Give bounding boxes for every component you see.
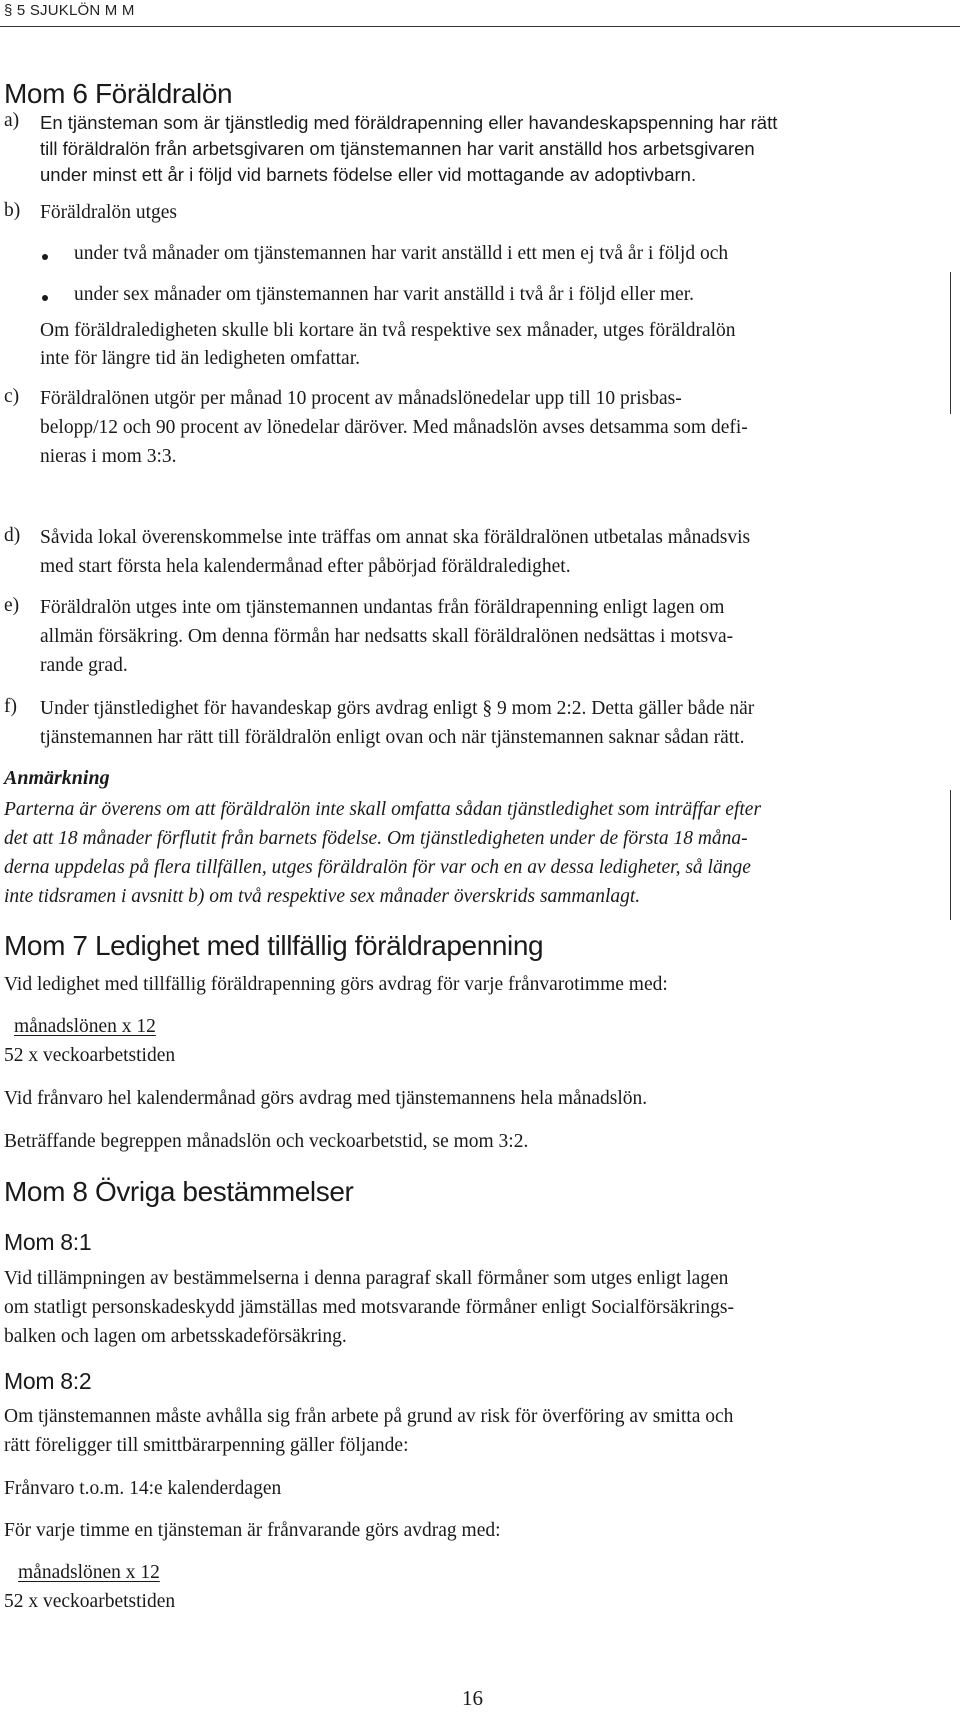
item-f-label: f) xyxy=(4,696,17,717)
mom8-1-title: Mom 8:1 xyxy=(4,1229,92,1255)
item-e-line: allmän försäkring. Om denna förmån har nedsatts skall föräldralönen nedsättas i motsva- xyxy=(40,626,734,647)
bullet-dot xyxy=(42,254,48,260)
mom7-title: Mom 7 Ledighet med tillfällig föräldrapenning xyxy=(4,930,544,961)
item-b-line: Om föräldraledigheten skulle bli kortare än två respektive sex månader, utges föräldralön xyxy=(40,320,736,341)
note-line: det att 18 månader förflutit från barnets födelse. Om tjänstledigheten under de första 18 måna- xyxy=(4,828,748,849)
mom7-intro: Vid ledighet med tillfällig föräldrapenning görs avdrag för varje frånvarotimme med: xyxy=(4,974,668,995)
item-b-intro: Föräldralön utges xyxy=(40,202,178,223)
mom8-2-line: rätt föreligger till smittbärarpenning gäller följande: xyxy=(4,1435,409,1456)
bullet-item: under sex månader om tjänstemannen har varit anställd i två år i följd eller mer. xyxy=(74,284,694,305)
item-d-label: d) xyxy=(4,525,21,546)
bullet-item: under två månader om tjänstemannen har varit anställd i ett men ej två år i följd och xyxy=(74,243,729,264)
mom8-2-line: Om tjänstemannen måste avhålla sig från arbete på grund av risk för överföring av smitta och xyxy=(4,1406,734,1427)
page-number: 16 xyxy=(462,1686,483,1710)
item-a-line: under minst ett år i följd vid barnets födelse eller vid mottagande av adoptivbarn. xyxy=(40,164,697,185)
formula-numerator: månadslönen x 12 xyxy=(14,1016,156,1037)
item-d-line: Såvida lokal överenskommelse inte träffas om annat ska föräldralönen utbetalas månadsvis xyxy=(40,527,751,548)
mom8-title: Mom 8 Övriga bestämmelser xyxy=(4,1176,354,1207)
item-f-line: Under tjänstledighet för havandeskap görs avdrag enligt § 9 mom 2:2. Detta gäller både när xyxy=(40,698,755,719)
mom6-title: Mom 6 Föräldralön xyxy=(4,78,233,109)
formula-denominator: 52 x veckoarbetstiden xyxy=(4,1045,176,1066)
section-header: § 5 SJUKLÖN M M xyxy=(4,2,135,19)
item-a-label: a) xyxy=(4,110,20,131)
formula-denominator: 52 x veckoarbetstiden xyxy=(4,1591,176,1612)
change-bar xyxy=(950,790,951,920)
mom7-line: Vid frånvaro hel kalendermånad görs avdrag med tjänstemannens hela månadslön. xyxy=(4,1088,648,1109)
item-e-line: Föräldralön utges inte om tjänstemannen undantas från föräldrapenning enligt lagen om xyxy=(40,597,725,618)
header-rule xyxy=(0,26,960,27)
item-a-line: till föräldralön från arbetsgivaren om tjänstemannen har varit anställd hos arbetsgivaren xyxy=(40,138,755,159)
mom7-line: Beträffande begreppen månadslön och veckoarbetstid, se mom 3:2. xyxy=(4,1131,529,1152)
item-c-line: belopp/12 och 90 procent av lönedelar däröver. Med månadslön avses detsamma som defi- xyxy=(40,417,748,438)
item-b-label: b) xyxy=(4,200,21,221)
item-e-label: e) xyxy=(4,595,20,616)
item-b-line: inte för längre tid än ledigheten omfattar. xyxy=(40,348,361,369)
change-bar xyxy=(950,272,951,414)
item-c-label: c) xyxy=(4,386,20,407)
item-c-line: Föräldralönen utgör per månad 10 procent av månadslönedelar upp till 10 prisbas- xyxy=(40,388,682,409)
item-c-line: nieras i mom 3:3. xyxy=(40,446,177,467)
note-title: Anmärkning xyxy=(4,767,110,789)
hour-deduction-line: För varje timme en tjänsteman är frånvarande görs avdrag med: xyxy=(4,1520,501,1541)
item-e-line: rande grad. xyxy=(40,655,128,676)
mom8-2-title: Mom 8:2 xyxy=(4,1368,92,1394)
item-f-line: tjänstemannen har rätt till föräldralön enligt ovan och när tjänstemannen saknar sådan rätt. xyxy=(40,727,745,748)
absence-line: Frånvaro t.o.m. 14:e kalenderdagen xyxy=(4,1478,282,1499)
formula-numerator: månadslönen x 12 xyxy=(18,1562,160,1583)
mom8-1-line: balken och lagen om arbetsskadeförsäkring. xyxy=(4,1326,347,1347)
item-d-line: med start första hela kalendermånad efter påbörjad föräldraledighet. xyxy=(40,556,571,577)
note-line: inte tidsramen i avsnitt b) om två respektive sex månader överskrids sammanlagt. xyxy=(4,886,641,907)
note-line: derna uppdelas på flera tillfällen, utges föräldralön för var och en av dessa ledigheter, så länge xyxy=(4,857,751,878)
item-a-line: En tjänsteman som är tjänstledig med föräldrapenning eller havandeskapspenning har rätt xyxy=(40,112,778,133)
note-line: Parterna är överens om att föräldralön inte skall omfatta sådan tjänstledighet som inträffar efter xyxy=(4,799,762,820)
bullet-dot xyxy=(42,295,48,301)
mom8-1-line: om statligt personskadeskydd jämställas med motsvarande förmåner enligt Socialförsäkrings- xyxy=(4,1297,734,1318)
mom8-1-line: Vid tillämpningen av bestämmelserna i denna paragraf skall förmåner som utges enligt lagen xyxy=(4,1268,729,1289)
